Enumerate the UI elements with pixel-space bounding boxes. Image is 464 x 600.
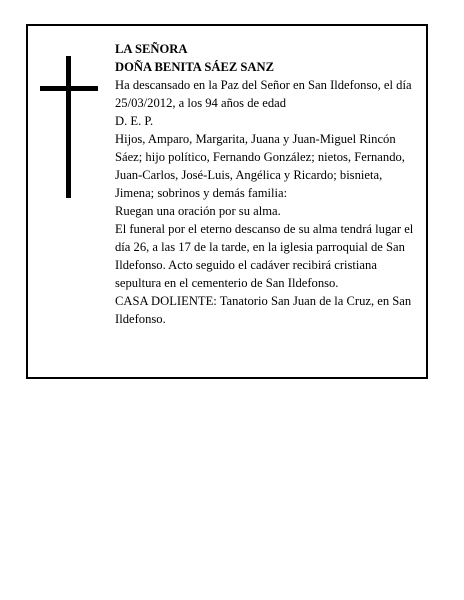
funeral-details: El funeral por el eterno descanso de su alma tendrá lugar el día 26, a las 17 de la tarde, en la iglesia parroquial de San Ildefonso. Acto seguido el cadáver recibirá cristiana sepultura en el cementerio de San Ildefonso. xyxy=(115,222,414,290)
rip-line: D. E. P. xyxy=(115,114,154,128)
deceased-name: DOÑA BENITA SÁEZ SANZ xyxy=(115,60,274,74)
notice-title: LA SEÑORA xyxy=(115,42,188,56)
casa-doliente: CASA DOLIENTE: Tanatorio San Juan de la Cruz, en San Ildefonso. xyxy=(115,294,412,326)
obituary-notice xyxy=(26,24,428,379)
notice-body xyxy=(115,40,423,328)
cross-icon xyxy=(40,56,98,198)
cross-vertical-bar xyxy=(66,56,71,198)
prayer-request: Ruegan una oración por su alma. xyxy=(115,204,281,218)
death-announcement: Ha descansado en la Paz del Señor en San Ildefonso, el día 25/03/2012, a los 94 años de edad xyxy=(115,78,412,110)
cross-horizontal-bar xyxy=(40,86,98,91)
family-list: Hijos, Amparo, Margarita, Juana y Juan-Miguel Rincón Sáez; hijo político, Fernando González; nietos, Fernando, Juan-Carlos, José-Luis, Angélica y Ricardo; bisnieta, Jimena; sobrinos y demás familia: xyxy=(115,132,405,200)
